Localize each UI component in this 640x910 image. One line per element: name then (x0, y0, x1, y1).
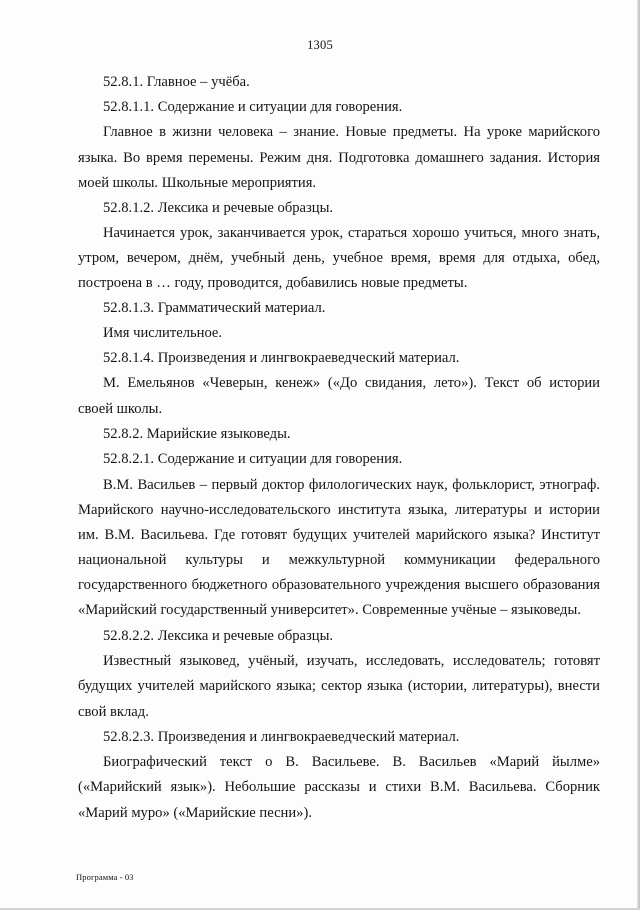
paragraph-line: им. В.М. Васильева. Где готовят будущих учителей марийского языка? Институт (78, 527, 600, 543)
subsection-heading: 52.8.1.2. Лексика и речевые образцы. (103, 200, 334, 216)
paragraph-line: («Марийский язык»). Небольшие рассказы и стихи В.М. Васильева. Сборник (78, 779, 600, 795)
paragraph-line: свой вклад. (78, 704, 149, 720)
paragraph-line: Имя числительное. (103, 325, 223, 341)
paragraph-line: Главное в жизни человека – знание. Новые предметы. На уроке марийского (103, 124, 600, 140)
paragraph-line: построена в … году, проводится, добавились новые предметы. (78, 275, 468, 291)
paragraph-line: государственного бюджетного образовательного учреждения высшего образования (78, 577, 600, 593)
footer-label: Программа - 03 (76, 872, 134, 882)
paragraph-line: «Марий муро» («Марийские песни»). (78, 805, 312, 821)
paragraph-line: «Марийский государственный университет». Современные учёные – языковеды. (78, 602, 581, 618)
page-number: 1305 (307, 38, 333, 52)
section-heading: 52.8.2. Марийские языковеды. (103, 426, 291, 442)
paragraph-line: В.М. Васильев – первый доктор филологических наук, фольклорист, этнограф. (103, 477, 600, 493)
subsection-heading: 52.8.1.1. Содержание и ситуации для говорения. (103, 99, 403, 115)
paragraph-line: Известный языковед, учёный, изучать, исследовать, исследователь; готовят (103, 653, 600, 669)
subsection-heading: 52.8.2.1. Содержание и ситуации для говорения. (103, 451, 403, 467)
paragraph-line: национальной культуры и межкультурной коммуникации федерального (78, 552, 600, 568)
paragraph-line: будущих учителей марийского языка; сектор языка (истории, литературы), внести (78, 678, 600, 694)
paragraph-line: утром, вечером, днём, учебный день, учебное время, время для отдыха, обед, (78, 250, 600, 266)
paragraph-line: Начинается урок, заканчивается урок, стараться хорошо учиться, много знать, (103, 225, 600, 241)
paragraph-line: моей школы. Школьные мероприятия. (78, 175, 317, 191)
subsection-heading: 52.8.2.3. Произведения и лингвокраеведческий материал. (103, 729, 460, 745)
paragraph-line: своей школы. (78, 401, 163, 417)
paragraph-line: Биографический текст о В. Васильеве. В. Васильев «Марий йылме» (103, 754, 600, 770)
subsection-heading: 52.8.1.3. Грамматический материал. (103, 300, 326, 316)
paragraph-line: М. Емельянов «Чеверын, кенеж» («До свидания, лето»). Текст об истории (103, 375, 600, 391)
section-heading: 52.8.1. Главное – учёба. (103, 74, 250, 90)
subsection-heading: 52.8.2.2. Лексика и речевые образцы. (103, 628, 334, 644)
paragraph-line: языка. Во время перемены. Режим дня. Подготовка домашнего задания. История (78, 150, 600, 166)
subsection-heading: 52.8.1.4. Произведения и лингвокраеведческий материал. (103, 350, 460, 366)
paragraph-line: Марийского научно-исследовательского института языка, литературы и истории (78, 502, 600, 518)
